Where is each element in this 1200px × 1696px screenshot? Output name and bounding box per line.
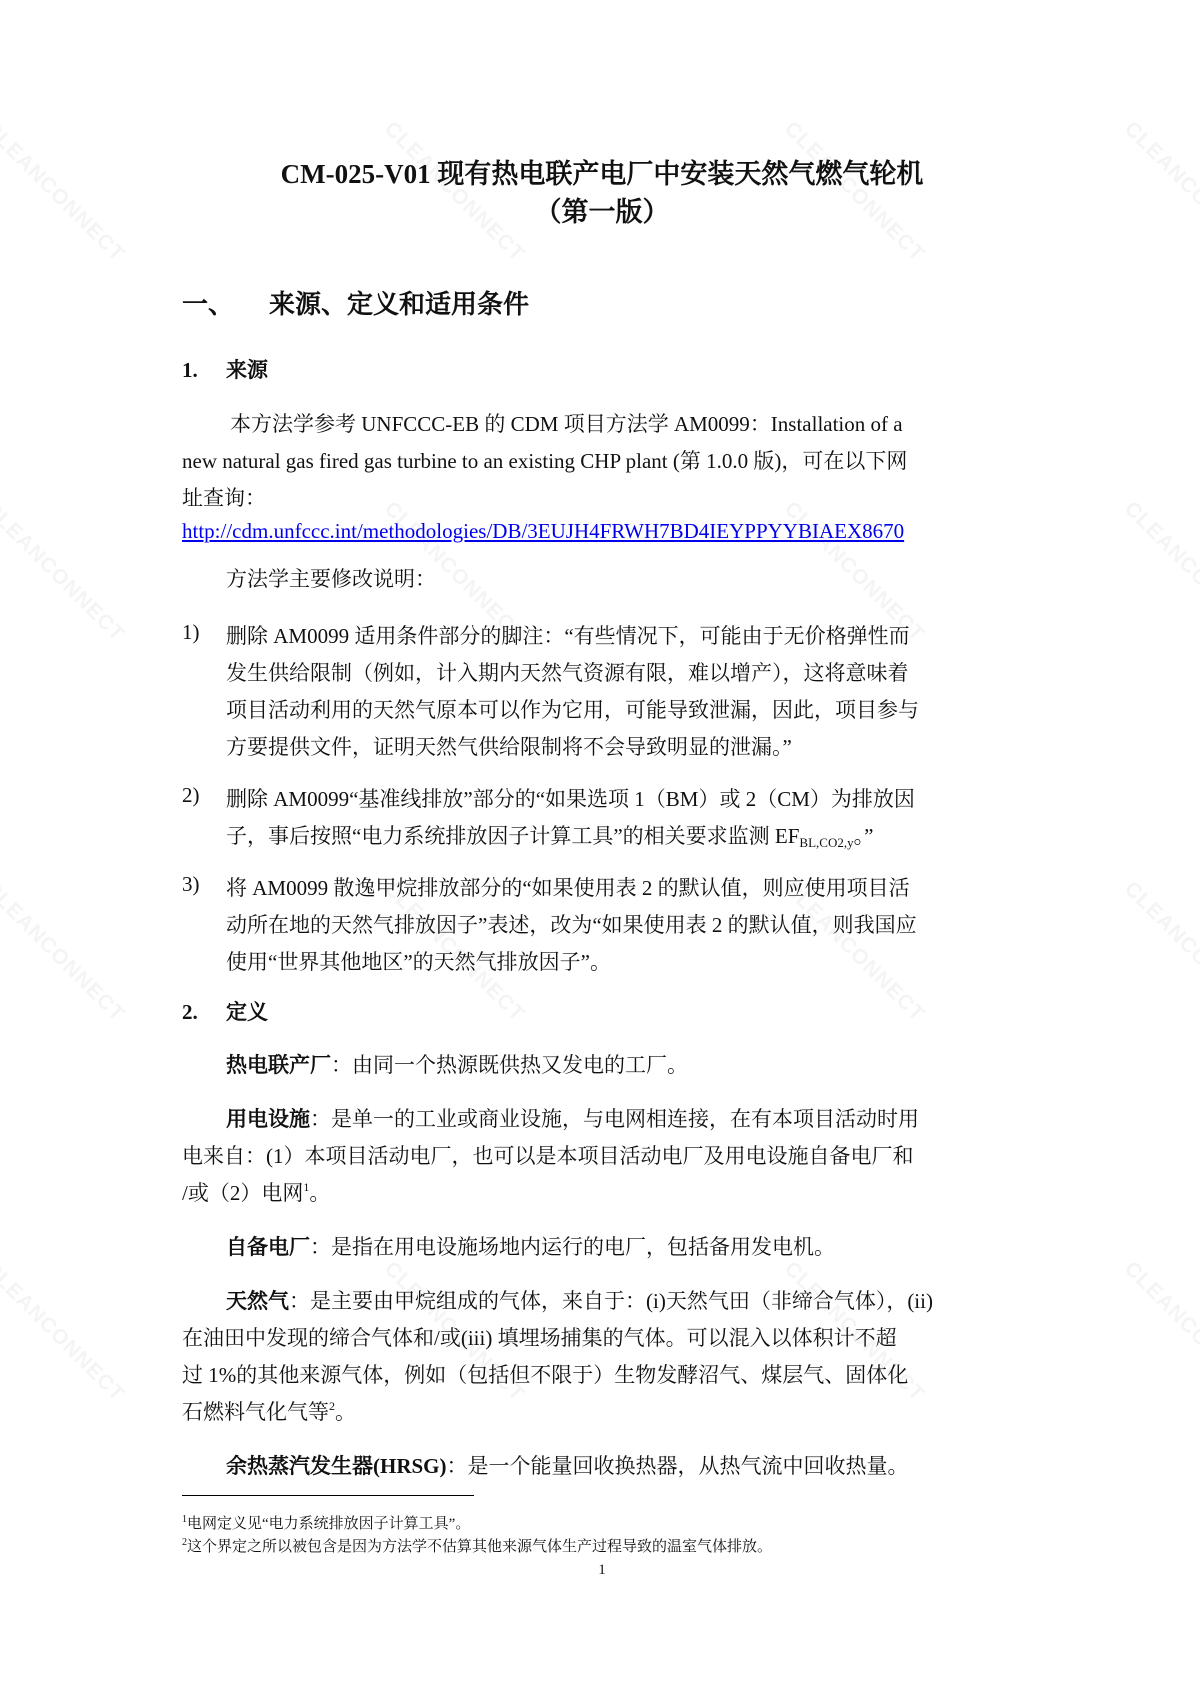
definition-facility — [226, 1103, 919, 1133]
footnote — [182, 1535, 772, 1556]
changes-intro: 方法学主要修改说明： — [226, 567, 436, 591]
definition-text: ：是一个能量回收换热器，从热气流中回收热量。 — [446, 1454, 909, 1478]
definition-gas-line: 在油田中发现的缔合气体和/或(iii) 填埋场捕集的气体。可以混入以体积计不超 — [182, 1326, 897, 1350]
change-item-line: 动所在地的天然气排放因子”表述，改为“如果使用表 2 的默认值，则我国应 — [226, 913, 917, 937]
definition-text: 。 — [335, 1400, 356, 1424]
definition-facility-line: 电来自：(1）本项目活动电厂，也可以是本项目活动电厂及用电设施自备电厂和 — [182, 1144, 914, 1168]
change-item-text: 子，事后按照“电力系统排放因子计算工具”的相关要求监测 EF — [226, 824, 800, 848]
change-item-line: 将 AM0099 散逸甲烷排放部分的“如果使用表 2 的默认值，则应使用项目活 — [226, 876, 910, 900]
watermark-text — [1119, 117, 1200, 267]
change-item-line: 使用“世界其他地区”的天然气排放因子”。 — [226, 950, 611, 974]
definition-facility-line — [182, 1177, 330, 1207]
document-title: CM-025-V01 现有热电联产电厂中安装天然气燃气轮机 — [280, 159, 924, 189]
section-heading — [182, 284, 529, 321]
definition-gas-line: 过 1%的其他来源气体，例如（包括但不限于）生物发酵沼气、煤层气、固体化 — [182, 1363, 909, 1387]
change-item-line: 项目活动利用的天然气原本可以作为它用，可能导致泄漏，因此，项目参与 — [226, 698, 919, 722]
footnote-text: 这个界定之所以被包含是因为方法学不估算其他来源气体生产过程导致的温室气体排放。 — [187, 1539, 773, 1555]
subsection-heading-definitions — [182, 996, 268, 1026]
definition-term: 热电联产厂 — [226, 1053, 331, 1077]
definition-gas-line — [182, 1396, 356, 1426]
definition-text: ：是指在用电设施场地内运行的电厂，包括备用发电机。 — [310, 1235, 835, 1259]
footnote-divider — [182, 1495, 474, 1496]
footnote-ref[interactable]: 1 — [303, 1180, 310, 1194]
watermark-text — [1119, 1257, 1200, 1407]
definition-text: ：是主要由甲烷组成的气体，来自于：(i)天然气田（非缔合气体），(ii) — [289, 1289, 933, 1313]
definition-text: ：是单一的工业或商业设施，与电网相连接，在有本项目活动时用 — [310, 1107, 919, 1131]
subsection-number: 2. — [182, 1000, 198, 1024]
source-paragraph-line: 址查询： — [182, 486, 266, 510]
subsection-heading-source — [182, 354, 268, 384]
change-item-text: 。” — [853, 824, 874, 848]
footnote-number: 2 — [182, 1537, 187, 1548]
definition-text: 。 — [309, 1181, 331, 1205]
page-number: 1 — [598, 1562, 606, 1578]
definition-term: 余热蒸汽发生器(HRSG) — [226, 1454, 447, 1478]
footnote-ref[interactable]: 2 — [329, 1399, 335, 1413]
watermark-text — [1119, 497, 1200, 647]
definition-captive — [226, 1231, 835, 1261]
definition-term: 自备电厂 — [226, 1235, 310, 1259]
subsection-title: 定义 — [226, 1000, 268, 1024]
watermark-text — [0, 877, 129, 1027]
change-item-line: 删除 AM0099“基准线排放”部分的“如果选项 1（BM）或 2（CM）为排放因 — [226, 787, 915, 811]
document-subtitle: （第一版） — [534, 197, 670, 227]
source-paragraph-line: 本方法学参考 UNFCCC-EB 的 CDM 项目方法学 AM0099：Installation of a — [230, 412, 903, 436]
watermark-text — [1119, 877, 1200, 1027]
change-item-line: 删除 AM0099 适用条件部分的脚注：“有些情况下，可能由于无价格弹性而 — [226, 624, 910, 648]
source-paragraph-line: new natural gas fired gas turbine to an existing CHP plant (第 1.0.0 版)，可在以下网 — [182, 449, 908, 473]
change-item-number: 3) — [182, 872, 200, 896]
change-item-number: 1) — [182, 620, 200, 644]
footnote — [182, 1512, 470, 1533]
subsection-title: 来源 — [226, 358, 268, 382]
ef-subscript: BL,CO2,y — [799, 835, 854, 850]
footnote-number: 1 — [182, 1514, 187, 1525]
definition-term: 用电设施 — [226, 1107, 310, 1131]
document-page — [182, 0, 1022, 1696]
watermark-text — [0, 497, 129, 647]
definition-hrsg — [226, 1450, 909, 1480]
change-item-line — [226, 820, 873, 850]
change-item-line: 方要提供文件，证明天然气供给限制将不会导致明显的泄漏。” — [226, 735, 792, 759]
change-item-line: 发生供给限制（例如，计入期内天然气资源有限，难以增产），这将意味着 — [226, 661, 909, 685]
definition-chp — [226, 1049, 688, 1079]
watermark-text — [0, 1257, 129, 1407]
section-title: 来源、定义和适用条件 — [269, 290, 530, 319]
definition-text: 石燃料气化气等 — [182, 1400, 329, 1424]
change-item-number: 2) — [182, 783, 200, 807]
definition-term: 天然气 — [226, 1289, 289, 1313]
watermark-text — [0, 117, 129, 267]
methodology-link[interactable]: http://cdm.unfccc.int/methodologies/DB/3EUJH4FRWH7BD4IEYPPYYBIAEX8670 — [182, 519, 905, 543]
definition-gas — [226, 1285, 933, 1315]
definition-text: /或（2）电网 — [182, 1181, 304, 1205]
section-number: 一、 — [182, 290, 235, 319]
subsection-number: 1. — [182, 358, 198, 382]
definition-text: ：由同一个热源既供热又发电的工厂。 — [331, 1053, 688, 1077]
footnote-text: 电网定义见“电力系统排放因子计算工具”。 — [187, 1516, 471, 1532]
